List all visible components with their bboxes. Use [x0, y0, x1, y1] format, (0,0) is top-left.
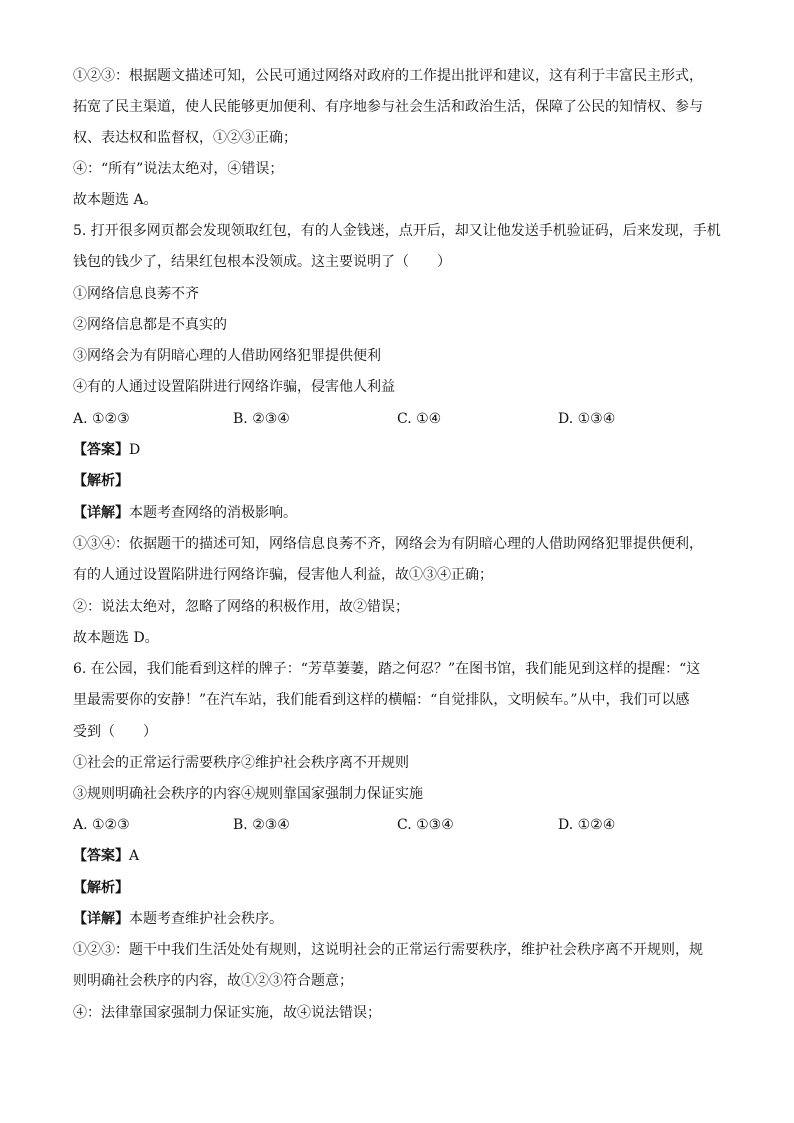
q5-detail-text: 本题考查网络的消极影响。: [129, 505, 297, 521]
q6-stem-line-3: 受到（ ）: [73, 724, 157, 740]
q6-analysis-label: 【解析】: [73, 880, 129, 896]
q6-options: [73, 815, 723, 835]
q6-option-d: D. ①②④: [558, 817, 616, 833]
q5-analysis-tag: [73, 471, 723, 491]
q5-analysis-line-1: ①③④：依据题干的描述可知，网络信息良莠不齐，网络会为有阴暗心理的人借助网络犯罪提供便利，: [73, 536, 703, 552]
q5-stem-line-1: 5. 打开很多网页都会发现领取红包，有的人金钱迷，点开后，却又让他发送手机验证码，后来发现，手机: [73, 223, 721, 239]
q6-analysis-line-2: 则明确社会秩序的内容，故①②③符合题意；: [73, 973, 353, 989]
prev-analysis-line-3: 权、表达权和监督权，①②③正确；: [73, 130, 297, 146]
q5-detail: [73, 503, 723, 523]
prev-analysis-line-2: 拓宽了民主渠道，使人民能够更加便利、有序地参与社会生活和政治生活，保障了公民的知情权、参与: [73, 99, 703, 115]
q5-analysis-line-3: ②：说法太绝对，忽略了网络的积极作用，故②错误；: [73, 599, 409, 615]
q6-items-line-1: ①社会的正常运行需要秩序②维护社会秩序离不开规则: [73, 755, 409, 771]
q6-analysis-line-1: ①②③：题干中我们生活处处有规则，这说明社会的正常运行需要秩序，维护社会秩序离不开规则，规: [73, 942, 703, 958]
q5-option-c: C. ①④: [397, 411, 442, 427]
q5-item-4: ④有的人通过设置陷阱进行网络诈骗，侵害他人利益: [73, 379, 395, 395]
q6-option-b: B. ②③④: [233, 817, 290, 833]
q6-analysis-line-3: ④：法律靠国家强制力保证实施，故④说法错误；: [73, 1005, 381, 1021]
q5-item-2: ②网络信息都是不真实的: [73, 317, 227, 333]
q6-stem-line-1: 6. 在公园，我们能看到这样的牌子：“芳草萋萋，踏之何忍？”在图书馆，我们能见到这样的提醒：“这: [73, 661, 701, 677]
q5-item-1: ①网络信息良莠不齐: [73, 286, 199, 302]
q6-answer: [73, 846, 723, 866]
prev-conclusion: 故本题选 A。: [73, 192, 158, 208]
q5-stem-line-2: 钱包的钱少了，结果红包根本没领成。这主要说明了（ ）: [73, 254, 451, 270]
q6-option-a: A. ①②③: [73, 817, 130, 833]
q5-analysis-label: 【解析】: [73, 473, 129, 489]
q6-items-line-2: ③规则明确社会秩序的内容④规则靠国家强制力保证实施: [73, 786, 423, 802]
q6-answer-value: A: [129, 848, 140, 864]
q6-answer-tag: 【答案】: [73, 848, 129, 864]
q5-option-d: D. ①③④: [558, 411, 616, 427]
prev-analysis-line-4: ④：“所有”说法太绝对，④错误；: [73, 161, 284, 177]
q5-option-a: A. ①②③: [73, 411, 130, 427]
q5-conclusion: 故本题选 D。: [73, 630, 159, 646]
q5-answer-tag: 【答案】: [73, 442, 129, 458]
q6-analysis-tag: [73, 878, 723, 898]
q5-options: [73, 409, 723, 429]
q6-detail: [73, 909, 723, 929]
q5-item-3: ③网络会为有阴暗心理的人借助网络犯罪提供便利: [73, 348, 381, 364]
q5-option-b: B. ②③④: [233, 411, 290, 427]
q5-analysis-line-2: 有的人通过设置陷阱进行网络诈骗，侵害他人利益，故①③④正确；: [73, 567, 493, 583]
q5-detail-tag: 【详解】: [73, 505, 129, 521]
q6-option-c: C. ①③④: [397, 817, 454, 833]
q6-stem-line-2: 里最需要你的安静！”在汽车站，我们能看到这样的横幅：“自觉排队，文明候车。”从中，我们可以感: [73, 692, 690, 708]
q6-detail-tag: 【详解】: [73, 911, 129, 927]
prev-analysis-line-1: ①②③：根据题文描述可知，公民可通过网络对政府的工作提出批评和建议，这有利于丰富民主形式，: [73, 68, 703, 84]
q5-answer: [73, 440, 723, 460]
q5-answer-value: D: [129, 442, 141, 458]
q6-detail-text: 本题考查维护社会秩序。: [129, 911, 283, 927]
